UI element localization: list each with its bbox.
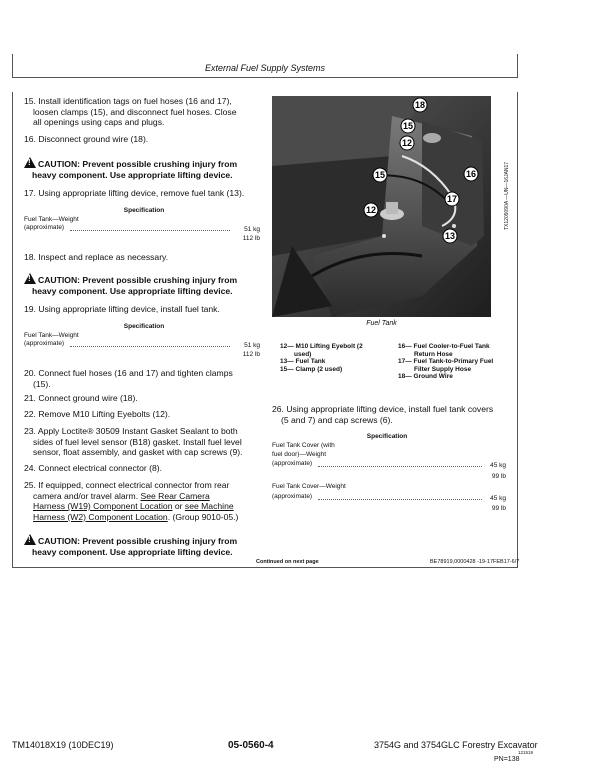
- step-20-line2: (15).: [33, 378, 51, 389]
- caution-2: [24, 273, 266, 296]
- step-24: 24. Connect electrical connector (8).: [24, 463, 163, 473]
- spec-2-lb: 112 lb: [242, 351, 260, 358]
- legend-left: [280, 343, 390, 373]
- legend-item: 13— Fuel Tank: [280, 358, 326, 366]
- step-22: 22. Remove M10 Lifting Eyebolts (12).: [24, 409, 171, 419]
- spec-3-label3: (approximate): [272, 460, 313, 467]
- spec-1-head: Specification: [123, 207, 165, 214]
- figure-caption: Fuel Tank: [366, 320, 397, 327]
- spec-4-kg: 45 kg: [490, 495, 506, 502]
- step-25-or: or: [172, 501, 185, 512]
- step-17: 17. Using appropriate lifting device, remove fuel tank (13).: [24, 188, 245, 198]
- legend-item: 18— Ground Wire: [398, 373, 453, 381]
- step-16: 16. Disconnect ground wire (18).: [24, 134, 149, 144]
- warning-icon: [24, 273, 36, 284]
- warning-icon: [24, 157, 36, 168]
- spec-2-label2: (approximate): [24, 340, 65, 347]
- step-20: [24, 368, 266, 389]
- header-box: [12, 54, 518, 78]
- caution-1-line1: CAUTION: Prevent possible crushing injury from: [38, 159, 238, 169]
- step-23-line3: sensor, float assembly, and gasket with cap screws (9).: [33, 447, 243, 458]
- legend-item-cont: Filter Supply Hose: [414, 365, 472, 373]
- callout-15b: 15: [374, 170, 386, 180]
- callout-12a: 12: [401, 138, 413, 148]
- caution-3: [24, 534, 266, 557]
- spec-2-label1: Fuel Tank—Weight: [24, 332, 79, 339]
- spec-1-label2: (approximate): [24, 224, 65, 231]
- step-19: 19. Using appropriate lifting device, install fuel tank.: [24, 304, 220, 314]
- step-25-line1: 25. If equipped, connect electrical connector from rear: [24, 480, 230, 490]
- step-20-line1: 20. Connect fuel hoses (16 and 17) and tighten clamps: [24, 368, 233, 378]
- spec-4-lb: 99 lb: [491, 505, 506, 512]
- figure-id: TX1209090A —UN—16JAN17: [504, 161, 510, 230]
- step-25-end: . (Group 9010-05.): [167, 511, 239, 522]
- spec-3-label1: Fuel Tank Cover (with: [272, 442, 335, 449]
- section-title: External Fuel Supply Systems: [204, 63, 326, 73]
- callout-layer: [272, 96, 491, 317]
- spec-3-kg: 45 kg: [490, 462, 506, 469]
- rear-camera-link[interactable]: See Rear Camera: [140, 490, 210, 501]
- step-23-line1: 23. Apply Loctite® 30509 Instant Gasket Sealant to both: [24, 426, 238, 436]
- legend-item: 12— M10 Lifting Eyebolt (2: [280, 343, 363, 350]
- callout-16: 16: [465, 169, 477, 179]
- step-15-line1: 15. Install identification tags on fuel hoses (16 and 17),: [24, 96, 232, 106]
- callout-17: 17: [446, 194, 458, 204]
- footer-date: 121519: [518, 750, 534, 755]
- step-26-line2: (5 and 7) and cap screws (6).: [281, 414, 393, 425]
- step-23: [24, 426, 266, 458]
- product-name: 3754G and 3754GLC Forestry Excavator: [374, 740, 538, 750]
- caution-1: [24, 157, 266, 180]
- caution-3-line1: CAUTION: Prevent possible crushing injury from: [38, 536, 238, 546]
- spec-3-label2: fuel door)—Weight: [272, 451, 327, 458]
- callout-18: 18: [414, 100, 426, 110]
- step-15-line2: loosen clamps (15), and disconnect fuel hoses. Close: [33, 106, 237, 117]
- step-25-line2: camera and/or travel alarm.: [33, 490, 141, 501]
- pn-number: PN=138: [494, 756, 520, 763]
- legend-item: 17— Fuel Tank-to-Primary Fuel: [398, 358, 494, 366]
- fuel-tank-photo: [272, 96, 491, 317]
- step-26-line1: 26. Using appropriate lifting device, install fuel tank covers: [272, 404, 494, 414]
- legend-item: 15— Clamp (2 used): [280, 365, 343, 373]
- legend-item-cont: used): [294, 350, 312, 358]
- continued-note: Continued on next page: [256, 559, 319, 565]
- caution-2-line2: heavy component. Use appropriate lifting device.: [32, 285, 233, 296]
- page-number: 05-0560-4: [228, 740, 274, 751]
- spec-3-lb: 99 lb: [491, 473, 506, 480]
- step-18: 18. Inspect and replace as necessary.: [24, 252, 169, 262]
- spec-2-kg: 51 kg: [244, 342, 260, 349]
- step-21: 21. Connect ground wire (18).: [24, 393, 138, 403]
- manual-id: TM14018X19 (10DEC19): [12, 740, 114, 750]
- step-25: [24, 480, 266, 522]
- spec-1-lb: 112 lb: [242, 235, 260, 242]
- spec-2-head: Specification: [123, 323, 165, 330]
- step-15: [24, 96, 266, 128]
- spec-1-label1: Fuel Tank—Weight: [24, 216, 79, 223]
- callout-15a: 15: [402, 121, 414, 131]
- caution-2-line1: CAUTION: Prevent possible crushing injury from: [38, 275, 238, 285]
- machine-harness-link-cont[interactable]: Harness (W2) Component Location: [33, 511, 168, 522]
- spec-4-label2: (approximate): [272, 493, 313, 500]
- spec-4-label1: Fuel Tank Cover—Weight: [272, 483, 346, 490]
- spec-1-kg: 51 kg: [244, 226, 260, 233]
- legend-item-cont: Return Hose: [414, 350, 453, 358]
- step-26: [272, 404, 516, 425]
- warning-icon: [24, 534, 36, 545]
- legend-item: 16— Fuel Cooler-to-Fuel Tank: [398, 343, 490, 350]
- caution-1-line2: heavy component. Use appropriate lifting device.: [32, 169, 233, 180]
- machine-harness-link[interactable]: see Machine: [184, 501, 234, 512]
- caution-3-line2: heavy component. Use appropriate lifting device.: [32, 546, 233, 557]
- step-23-line2: sides of fuel level sensor (B18) gasket. Install fuel level: [33, 436, 242, 447]
- spec-3-head: Specification: [366, 433, 408, 440]
- rear-camera-link-cont[interactable]: Harness (W19) Component Location: [33, 501, 173, 512]
- callout-13: 13: [444, 231, 456, 241]
- legend-right: [398, 343, 516, 381]
- doc-code: BE78919,0000428 -19-17FEB17-6/7: [430, 559, 520, 565]
- step-15-line3: all openings using caps and plugs.: [33, 117, 165, 128]
- callout-12b: 12: [365, 205, 377, 215]
